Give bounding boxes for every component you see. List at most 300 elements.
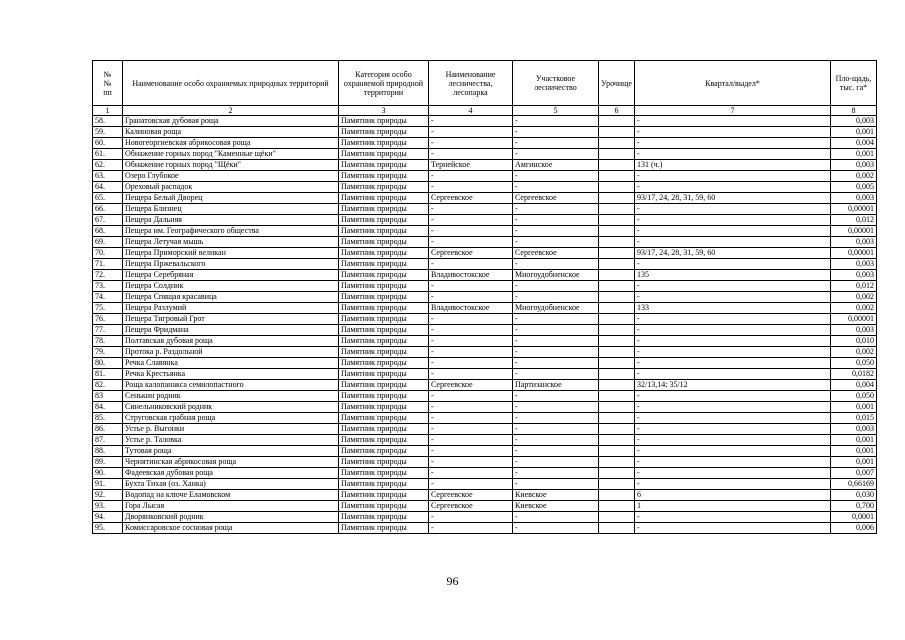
cell-name: Фадеевская дубовая роща [123, 468, 339, 479]
cell-category: Памятник природы [339, 336, 429, 347]
cell-tract [599, 149, 635, 160]
cell-no: 71. [93, 259, 123, 270]
cell-area: 0,012 [831, 215, 877, 226]
cell-district: - [513, 336, 599, 347]
table-row [93, 413, 877, 424]
cell-quarter: 93/17, 24, 28, 31, 59, 60 [635, 248, 831, 259]
cell-forestry: - [429, 314, 513, 325]
cell-district: - [513, 237, 599, 248]
cell-tract [599, 413, 635, 424]
cell-district: Киевское [513, 490, 599, 501]
table-row [93, 281, 877, 292]
cell-area: 0,001 [831, 127, 877, 138]
cell-forestry: - [429, 457, 513, 468]
cell-tract [599, 138, 635, 149]
cell-tract [599, 369, 635, 380]
cell-area: 0,010 [831, 336, 877, 347]
cell-category: Памятник природы [339, 237, 429, 248]
cell-no: 73. [93, 281, 123, 292]
cell-forestry: - [429, 149, 513, 160]
cell-quarter: - [635, 182, 831, 193]
cell-area: 0,66169 [831, 479, 877, 490]
table-body [93, 106, 877, 534]
cell-quarter: - [635, 457, 831, 468]
cell-quarter: - [635, 215, 831, 226]
cell-category: Памятник природы [339, 259, 429, 270]
cell-name: Водопад на ключе Еламовском [123, 490, 339, 501]
cell-district: Партизанское [513, 380, 599, 391]
cell-category: Памятник природы [339, 380, 429, 391]
column-header-no: № № пп [93, 61, 123, 106]
cell-no: 84. [93, 402, 123, 413]
cell-category: Памятник природы [339, 215, 429, 226]
cell-district: - [513, 204, 599, 215]
cell-area: 0,030 [831, 490, 877, 501]
cell-no: 58. [93, 116, 123, 127]
cell-forestry: - [429, 182, 513, 193]
cell-forestry: - [429, 171, 513, 182]
table-row [93, 149, 877, 160]
cell-no: 94. [93, 512, 123, 523]
cell-no: 83 [93, 391, 123, 402]
cell-tract [599, 501, 635, 512]
column-header-quarter: Квартал/выдел* [635, 61, 831, 106]
cell-tract [599, 457, 635, 468]
cell-no: 65. [93, 193, 123, 204]
cell-category: Памятник природы [339, 512, 429, 523]
table-row [93, 259, 877, 270]
cell-forestry: - [429, 479, 513, 490]
table-row [93, 248, 877, 259]
cell-forestry: - [429, 391, 513, 402]
cell-no: 86. [93, 424, 123, 435]
cell-forestry: - [429, 435, 513, 446]
cell-tract [599, 281, 635, 292]
column-number-row [93, 106, 877, 116]
cell-forestry: Сергеевское [429, 490, 513, 501]
cell-area: 0,002 [831, 292, 877, 303]
cell-forestry: - [429, 237, 513, 248]
cell-name: Устье р. Выгонки [123, 424, 339, 435]
cell-district: Многоудобненское [513, 303, 599, 314]
cell-quarter: 32/13,14; 35/12 [635, 380, 831, 391]
cell-quarter: - [635, 149, 831, 160]
table-row [93, 435, 877, 446]
cell-forestry: - [429, 215, 513, 226]
cell-quarter: 93/17, 24, 28, 31, 59, 60 [635, 193, 831, 204]
cell-area: 0,0182 [831, 369, 877, 380]
cell-area: 0,00001 [831, 248, 877, 259]
cell-area: 0,005 [831, 182, 877, 193]
cell-district: - [513, 149, 599, 160]
cell-district: - [513, 413, 599, 424]
cell-no: 87. [93, 435, 123, 446]
cell-no: 67. [93, 215, 123, 226]
cell-category: Памятник природы [339, 182, 429, 193]
cell-tract [599, 347, 635, 358]
cell-tract [599, 358, 635, 369]
column-header-forestry: Наименование лесничества, лесопарка [429, 61, 513, 106]
cell-name: Струговская грабная роща [123, 413, 339, 424]
cell-no: 80. [93, 358, 123, 369]
cell-category: Памятник природы [339, 424, 429, 435]
cell-tract [599, 336, 635, 347]
cell-tract [599, 116, 635, 127]
table-row [93, 523, 877, 534]
table-row [93, 358, 877, 369]
cell-quarter: - [635, 347, 831, 358]
cell-name: Обнажение горных пород "Щёки" [123, 160, 339, 171]
cell-forestry: - [429, 369, 513, 380]
cell-area: 0,002 [831, 347, 877, 358]
cell-district: - [513, 292, 599, 303]
cell-area: 0,700 [831, 501, 877, 512]
cell-no: 88. [93, 446, 123, 457]
cell-category: Памятник природы [339, 314, 429, 325]
cell-tract [599, 226, 635, 237]
table-row [93, 369, 877, 380]
cell-district: - [513, 325, 599, 336]
cell-quarter: 6 [635, 490, 831, 501]
table-row [93, 292, 877, 303]
table-row [93, 138, 877, 149]
cell-category: Памятник природы [339, 391, 429, 402]
cell-district: Сергеевское [513, 248, 599, 259]
cell-forestry: Владивостокское [429, 270, 513, 281]
cell-name: Пещера Белый Дворец [123, 193, 339, 204]
cell-district: - [513, 281, 599, 292]
cell-forestry: Сергеевское [429, 501, 513, 512]
cell-category: Памятник природы [339, 204, 429, 215]
table-row [93, 347, 877, 358]
cell-name: Пещера Солдник [123, 281, 339, 292]
column-header-name: Наименование особо охраняемых природных территорий [123, 61, 339, 106]
cell-name: Гранатовская дубовая роща [123, 116, 339, 127]
cell-district: - [513, 435, 599, 446]
cell-quarter: - [635, 226, 831, 237]
cell-category: Памятник природы [339, 160, 429, 171]
cell-tract [599, 512, 635, 523]
cell-tract [599, 380, 635, 391]
cell-name: Обнажение горных пород "Каменные щёки" [123, 149, 339, 160]
cell-name: Озеро Глубокое [123, 171, 339, 182]
cell-no: 68. [93, 226, 123, 237]
cell-tract [599, 523, 635, 534]
cell-quarter: - [635, 325, 831, 336]
cell-no: 75. [93, 303, 123, 314]
cell-name: Пещера Тигровый Грот [123, 314, 339, 325]
table-row [93, 127, 877, 138]
cell-quarter: - [635, 446, 831, 457]
cell-area: 0,050 [831, 358, 877, 369]
table-row [93, 303, 877, 314]
cell-tract [599, 237, 635, 248]
column-number: 2 [123, 106, 339, 116]
cell-forestry: - [429, 523, 513, 534]
cell-tract [599, 391, 635, 402]
cell-district: - [513, 171, 599, 182]
cell-no: 59. [93, 127, 123, 138]
table-row [93, 457, 877, 468]
cell-district: - [513, 314, 599, 325]
cell-quarter: - [635, 424, 831, 435]
cell-district: - [513, 369, 599, 380]
cell-category: Памятник природы [339, 490, 429, 501]
table-row [93, 193, 877, 204]
cell-category: Памятник природы [339, 347, 429, 358]
cell-quarter: - [635, 413, 831, 424]
cell-tract [599, 127, 635, 138]
cell-area: 0,015 [831, 413, 877, 424]
cell-no: 78. [93, 336, 123, 347]
cell-no: 77. [93, 325, 123, 336]
cell-forestry: - [429, 512, 513, 523]
cell-name: Речка Крестьянка [123, 369, 339, 380]
cell-name: Пещера Пржевальского [123, 259, 339, 270]
cell-district: - [513, 347, 599, 358]
column-number: 8 [831, 106, 877, 116]
cell-forestry: - [429, 116, 513, 127]
cell-no: 90. [93, 468, 123, 479]
cell-name: Пещера Дальняя [123, 215, 339, 226]
cell-name: Тутовая роща [123, 446, 339, 457]
table-header [93, 61, 877, 106]
cell-district: - [513, 402, 599, 413]
cell-name: Полтавская дубовая роща [123, 336, 339, 347]
cell-tract [599, 204, 635, 215]
table-row [93, 391, 877, 402]
cell-name: Речка Славянка [123, 358, 339, 369]
cell-area: 0,003 [831, 237, 877, 248]
cell-quarter: - [635, 127, 831, 138]
cell-district: - [513, 116, 599, 127]
cell-forestry: - [429, 325, 513, 336]
cell-tract [599, 160, 635, 171]
cell-tract [599, 215, 635, 226]
cell-name: Чернятинская абрикосовая роща [123, 457, 339, 468]
cell-no: 66. [93, 204, 123, 215]
cell-category: Памятник природы [339, 281, 429, 292]
cell-forestry: - [429, 127, 513, 138]
cell-category: Памятник природы [339, 325, 429, 336]
cell-tract [599, 479, 635, 490]
cell-district: Многоудобненское [513, 270, 599, 281]
cell-quarter: - [635, 281, 831, 292]
cell-forestry: Владивостокское [429, 303, 513, 314]
cell-category: Памятник природы [339, 501, 429, 512]
cell-quarter: - [635, 138, 831, 149]
cell-district: Сергеевское [513, 193, 599, 204]
cell-area: 0,004 [831, 380, 877, 391]
table-row [93, 171, 877, 182]
table-row [93, 512, 877, 523]
cell-no: 82. [93, 380, 123, 391]
cell-area: 0,001 [831, 446, 877, 457]
cell-district: - [513, 127, 599, 138]
cell-forestry: - [429, 413, 513, 424]
cell-name: Дворянковский родник [123, 512, 339, 523]
cell-category: Памятник природы [339, 171, 429, 182]
cell-forestry: - [429, 226, 513, 237]
cell-quarter: - [635, 512, 831, 523]
cell-area: 0,002 [831, 171, 877, 182]
cell-forestry: - [429, 204, 513, 215]
table-row [93, 237, 877, 248]
cell-name: Устье р. Таловка [123, 435, 339, 446]
cell-forestry: - [429, 281, 513, 292]
cell-forestry: - [429, 402, 513, 413]
cell-category: Памятник природы [339, 226, 429, 237]
cell-quarter: 135 [635, 270, 831, 281]
cell-category: Памятник природы [339, 127, 429, 138]
cell-category: Памятник природы [339, 479, 429, 490]
cell-name: Пещера Спящая красавица [123, 292, 339, 303]
cell-quarter: - [635, 358, 831, 369]
page-number: 96 [446, 574, 459, 588]
cell-name: Пещера Летучая мышь [123, 237, 339, 248]
column-header-area: Пло-щадь, тыс. га* [831, 61, 877, 106]
cell-quarter: - [635, 435, 831, 446]
cell-category: Памятник природы [339, 138, 429, 149]
cell-tract [599, 270, 635, 281]
cell-district: Киевское [513, 501, 599, 512]
table-row [93, 479, 877, 490]
cell-area: 0,003 [831, 116, 877, 127]
cell-district: - [513, 215, 599, 226]
table-row [93, 325, 877, 336]
cell-district: - [513, 523, 599, 534]
cell-tract [599, 446, 635, 457]
cell-category: Памятник природы [339, 270, 429, 281]
cell-name: Сенькин родник [123, 391, 339, 402]
cell-name: Синельниковский родник [123, 402, 339, 413]
table-row [93, 402, 877, 413]
cell-area: 0,003 [831, 160, 877, 171]
cell-area: 0,001 [831, 457, 877, 468]
cell-tract [599, 259, 635, 270]
cell-area: 0,003 [831, 325, 877, 336]
cell-name: Пещера Серебряная [123, 270, 339, 281]
cell-category: Памятник природы [339, 413, 429, 424]
column-number: 6 [599, 106, 635, 116]
table-row [93, 182, 877, 193]
cell-category: Памятник природы [339, 446, 429, 457]
cell-forestry: - [429, 424, 513, 435]
cell-category: Памятник природы [339, 435, 429, 446]
cell-quarter: 131 (ч.) [635, 160, 831, 171]
cell-area: 0,003 [831, 193, 877, 204]
cell-forestry: Сергеевское [429, 248, 513, 259]
cell-district: - [513, 182, 599, 193]
table-row [93, 446, 877, 457]
cell-forestry: - [429, 358, 513, 369]
cell-district: Амгинское [513, 160, 599, 171]
cell-category: Памятник природы [339, 303, 429, 314]
cell-quarter: - [635, 259, 831, 270]
cell-quarter: - [635, 336, 831, 347]
table-row [93, 468, 877, 479]
cell-quarter: - [635, 237, 831, 248]
cell-category: Памятник природы [339, 523, 429, 534]
cell-tract [599, 424, 635, 435]
cell-forestry: - [429, 138, 513, 149]
cell-no: 69. [93, 237, 123, 248]
table-row [93, 314, 877, 325]
cell-district: - [513, 424, 599, 435]
cell-area: 0,00001 [831, 314, 877, 325]
cell-name: Пещера Приморский великан [123, 248, 339, 259]
cell-forestry: - [429, 468, 513, 479]
cell-no: 85. [93, 413, 123, 424]
cell-forestry: Тернейское [429, 160, 513, 171]
cell-forestry: - [429, 347, 513, 358]
cell-name: Калиновая роща [123, 127, 339, 138]
cell-no: 79. [93, 347, 123, 358]
cell-district: - [513, 358, 599, 369]
cell-category: Памятник природы [339, 193, 429, 204]
cell-no: 76. [93, 314, 123, 325]
cell-district: - [513, 391, 599, 402]
cell-quarter: - [635, 171, 831, 182]
cell-district: - [513, 446, 599, 457]
cell-quarter: - [635, 468, 831, 479]
cell-forestry: - [429, 259, 513, 270]
table-row [93, 490, 877, 501]
table-row [93, 424, 877, 435]
protected-areas-table [92, 60, 877, 534]
cell-quarter: - [635, 391, 831, 402]
cell-area: 0,003 [831, 259, 877, 270]
table-row [93, 336, 877, 347]
column-number: 3 [339, 106, 429, 116]
cell-area: 0,001 [831, 435, 877, 446]
cell-tract [599, 402, 635, 413]
table-row [93, 215, 877, 226]
cell-no: 62. [93, 160, 123, 171]
cell-area: 0,012 [831, 281, 877, 292]
cell-category: Памятник природы [339, 358, 429, 369]
cell-quarter: - [635, 523, 831, 534]
cell-area: 0,002 [831, 303, 877, 314]
column-number: 4 [429, 106, 513, 116]
cell-area: 0,001 [831, 149, 877, 160]
cell-forestry: - [429, 292, 513, 303]
table-row [93, 160, 877, 171]
table-row [93, 501, 877, 512]
cell-quarter: - [635, 314, 831, 325]
column-header-district: Участковое лесничество [513, 61, 599, 106]
cell-area: 0,00001 [831, 226, 877, 237]
cell-district: - [513, 259, 599, 270]
column-header-category: Категория особо охраняемой природной территории [339, 61, 429, 106]
cell-name: Ореховый распадок [123, 182, 339, 193]
cell-category: Памятник природы [339, 149, 429, 160]
cell-tract [599, 292, 635, 303]
cell-category: Памятник природы [339, 457, 429, 468]
cell-name: Пещера Разлумий [123, 303, 339, 314]
cell-area: 0,0001 [831, 512, 877, 523]
cell-area: 0,004 [831, 138, 877, 149]
cell-name: Комиссаровское сосновая роща [123, 523, 339, 534]
cell-district: - [513, 512, 599, 523]
cell-no: 81. [93, 369, 123, 380]
cell-no: 64. [93, 182, 123, 193]
cell-no: 89. [93, 457, 123, 468]
cell-area: 0,003 [831, 424, 877, 435]
cell-forestry: Сергеевское [429, 193, 513, 204]
cell-name: Новогеоргиевская абрикосовая роща [123, 138, 339, 149]
cell-area: 0,001 [831, 402, 877, 413]
